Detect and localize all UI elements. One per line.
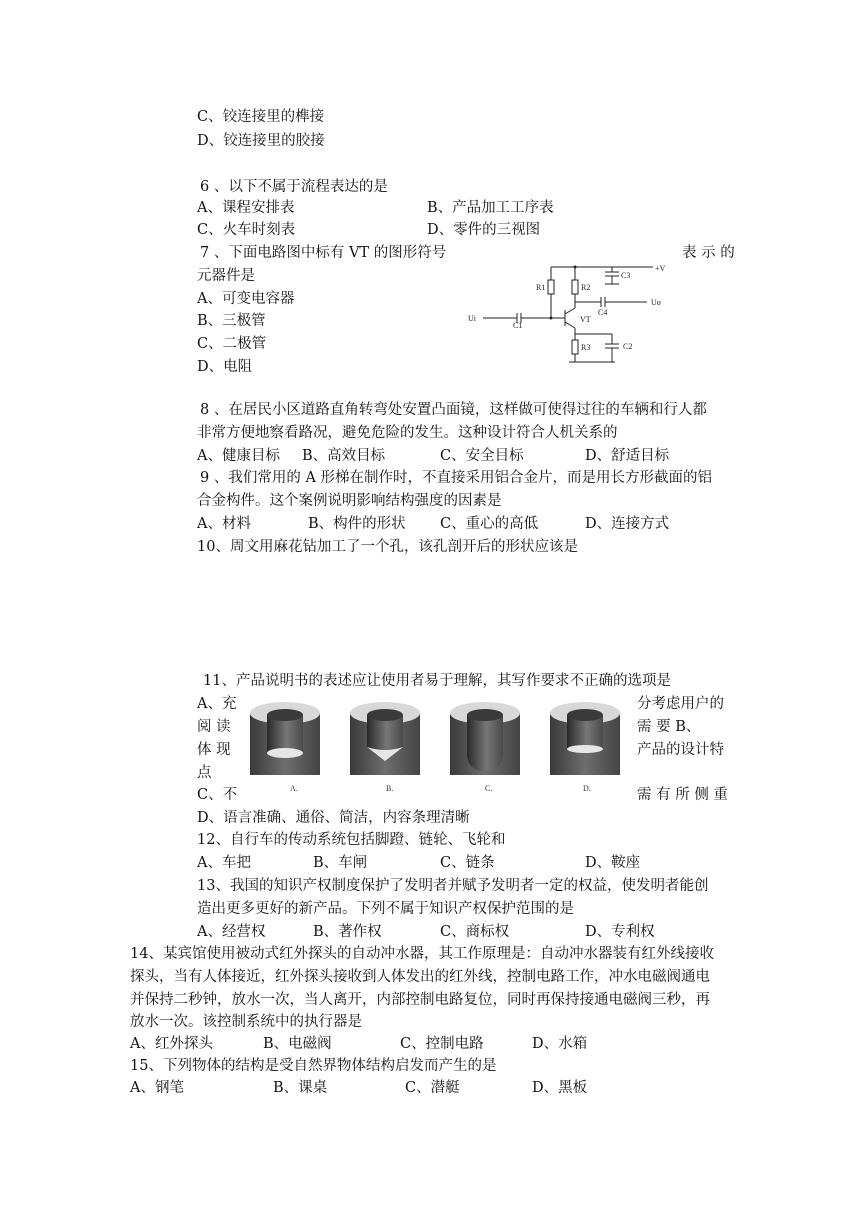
drill-hole-figures — [245, 695, 635, 800]
q12-option-d: D、鞍座 — [585, 855, 641, 871]
q8-line-2: 非常方便地察看路况，避免危险的发生。这种设计符合人机关系的 — [197, 425, 618, 441]
q9-line-2: 合金构件。这个案例说明影响结构强度的因素是 — [197, 493, 502, 509]
q12-stem: 12、自行车的传动系统包括脚蹬、链轮、飞轮和 — [197, 832, 506, 848]
q12-option-b: B、车闸 — [313, 855, 368, 871]
q11-right-1: 分考虑用户的 — [637, 696, 724, 712]
q14-option-d: D、水箱 — [532, 1036, 588, 1052]
circuit-r2-label: R2 — [581, 283, 591, 292]
q5-option-c: C、铰连接里的榫接 — [197, 109, 325, 125]
circuit-c4-label: C4 — [598, 308, 608, 317]
q11-left-5: C、不 — [197, 787, 238, 803]
q11-left-3: 体 现 — [197, 742, 231, 758]
q14-option-a: A、红外探头 — [130, 1036, 213, 1052]
q6-option-d: D、零件的三视图 — [427, 222, 541, 238]
q14-option-c: C、控制电路 — [400, 1036, 484, 1052]
circuit-uo-label: Uo — [651, 298, 661, 307]
q11-right-4: 需 有 所 侧 重 — [637, 787, 728, 803]
q13-line-2: 造出更多更好的新产品。下列不属于知识产权保护范围的是 — [197, 901, 574, 917]
q15-option-d: D、黑板 — [532, 1080, 588, 1096]
q11-right-3: 产品的设计特 — [637, 742, 724, 758]
q13-option-c: C、商标权 — [440, 924, 510, 940]
q10-stem: 10、周文用麻花钻加工了一个孔，该孔剖开后的形状应该是 — [197, 539, 578, 555]
q7-option-a: A、可变电容器 — [197, 291, 295, 307]
q6-stem: 6 、以下不属于流程表达的是 — [200, 179, 388, 195]
q7-stem-2: 元器件是 — [197, 268, 255, 284]
q7-option-b: B、三极管 — [197, 313, 266, 329]
q9-option-b: B、构件的形状 — [308, 516, 406, 532]
q5-option-d: D、铰连接里的胶接 — [197, 133, 325, 149]
q8-option-d: D、舒适目标 — [585, 448, 670, 464]
q15-option-a: A、钢笔 — [130, 1080, 184, 1096]
figure-label-a: A. — [290, 784, 298, 793]
q11-right-2: 需 要 B、 — [637, 719, 701, 735]
circuit-r3-label: R3 — [581, 343, 591, 352]
q11-left-4: 点 — [197, 765, 212, 781]
q8-option-b: B、高效目标 — [302, 448, 386, 464]
circuit-vcc-label: +V — [655, 264, 666, 273]
q8-option-c: C、安全目标 — [440, 448, 524, 464]
q12-option-a: A、车把 — [197, 855, 251, 871]
q14-line-1: 14、某宾馆使用被动式红外探头的自动冲水器，其工作原理是：自动冲水器装有红外线接收 — [130, 946, 714, 962]
q6-option-a: A、课程安排表 — [197, 200, 295, 216]
q7-stem: 7 、下面电路图中标有 VT 的图形符号 — [200, 245, 447, 261]
circuit-r1-label: R1 — [536, 283, 546, 292]
q13-line-1: 13、我国的知识产权制度保护了发明者并赋予发明者一定的权益，使发明者能创 — [197, 878, 709, 894]
q9-option-c: C、重心的高低 — [440, 516, 539, 532]
q11-left-2: 阅 读 — [197, 719, 231, 735]
q15-option-b: B、课桌 — [273, 1080, 328, 1096]
q15-option-c: C、潜艇 — [405, 1080, 460, 1096]
q8-option-a: A、健康目标 — [197, 448, 280, 464]
figure-label-d: D. — [583, 784, 591, 793]
q7-option-d: D、电阻 — [197, 359, 253, 375]
q7-option-c: C、二极管 — [197, 336, 267, 352]
circuit-vt-label: VT — [580, 315, 591, 324]
q15-stem: 15、下列物体的结构是受自然界物体结构启发而产生的是 — [130, 1058, 497, 1074]
figure-b — [350, 702, 420, 775]
q13-option-b: B、著作权 — [313, 924, 382, 940]
q12-option-c: C、链条 — [440, 855, 495, 871]
q9-line-1: 9 、我们常用的 A 形梯在制作时，不直接采用铝合金片，而是用长方形截面的铝 — [200, 470, 713, 486]
figure-d — [550, 702, 620, 775]
circuit-c2-label: C2 — [623, 342, 633, 351]
q8-line-1: 8 、在居民小区道路直角转弯处安置凸面镜，这样做可使得过往的车辆和行人都 — [200, 402, 707, 418]
circuit-c3-label: C3 — [621, 271, 631, 280]
circuit-ui-label: Ui — [468, 314, 476, 323]
q14-line-2: 探头，当有人体接近，红外探头接收到人体发出的红外线，控制电路工作，冲水电磁阀通电 — [130, 969, 710, 985]
q9-option-a: A、材料 — [197, 516, 251, 532]
q13-option-d: D、专利权 — [585, 924, 655, 940]
q9-option-d: D、连接方式 — [585, 516, 670, 532]
circuit-c1-label: C1 — [513, 321, 523, 330]
q14-line-4: 放水一次。该控制系统中的执行器是 — [130, 1014, 362, 1030]
q6-option-c: C、火车时刻表 — [197, 222, 296, 238]
q6-option-b: B、产品加工工序表 — [427, 200, 554, 216]
q14-option-b: B、电磁阀 — [263, 1036, 332, 1052]
figure-label-c: C. — [485, 784, 493, 793]
q13-option-a: A、经营权 — [197, 924, 266, 940]
figure-a — [250, 702, 320, 775]
q14-line-3: 并保持二秒钟，放水一次，当人离开，内部控制电路复位，同时再保持接通电磁阀三秒，再 — [130, 992, 710, 1008]
q7-stem-right: 表 示 的 — [682, 245, 735, 261]
circuit-diagram — [465, 258, 685, 370]
q11-stem: 11、产品说明书的表述应让使用者易于理解，其写作要求不正确的选项是 — [203, 673, 671, 689]
figure-c — [450, 702, 520, 775]
q11-left-1: A、充 — [197, 696, 237, 712]
q11-option-d: D、语言准确、通俗、简洁，内容条理清晰 — [197, 810, 470, 826]
figure-label-b: B. — [386, 784, 394, 793]
